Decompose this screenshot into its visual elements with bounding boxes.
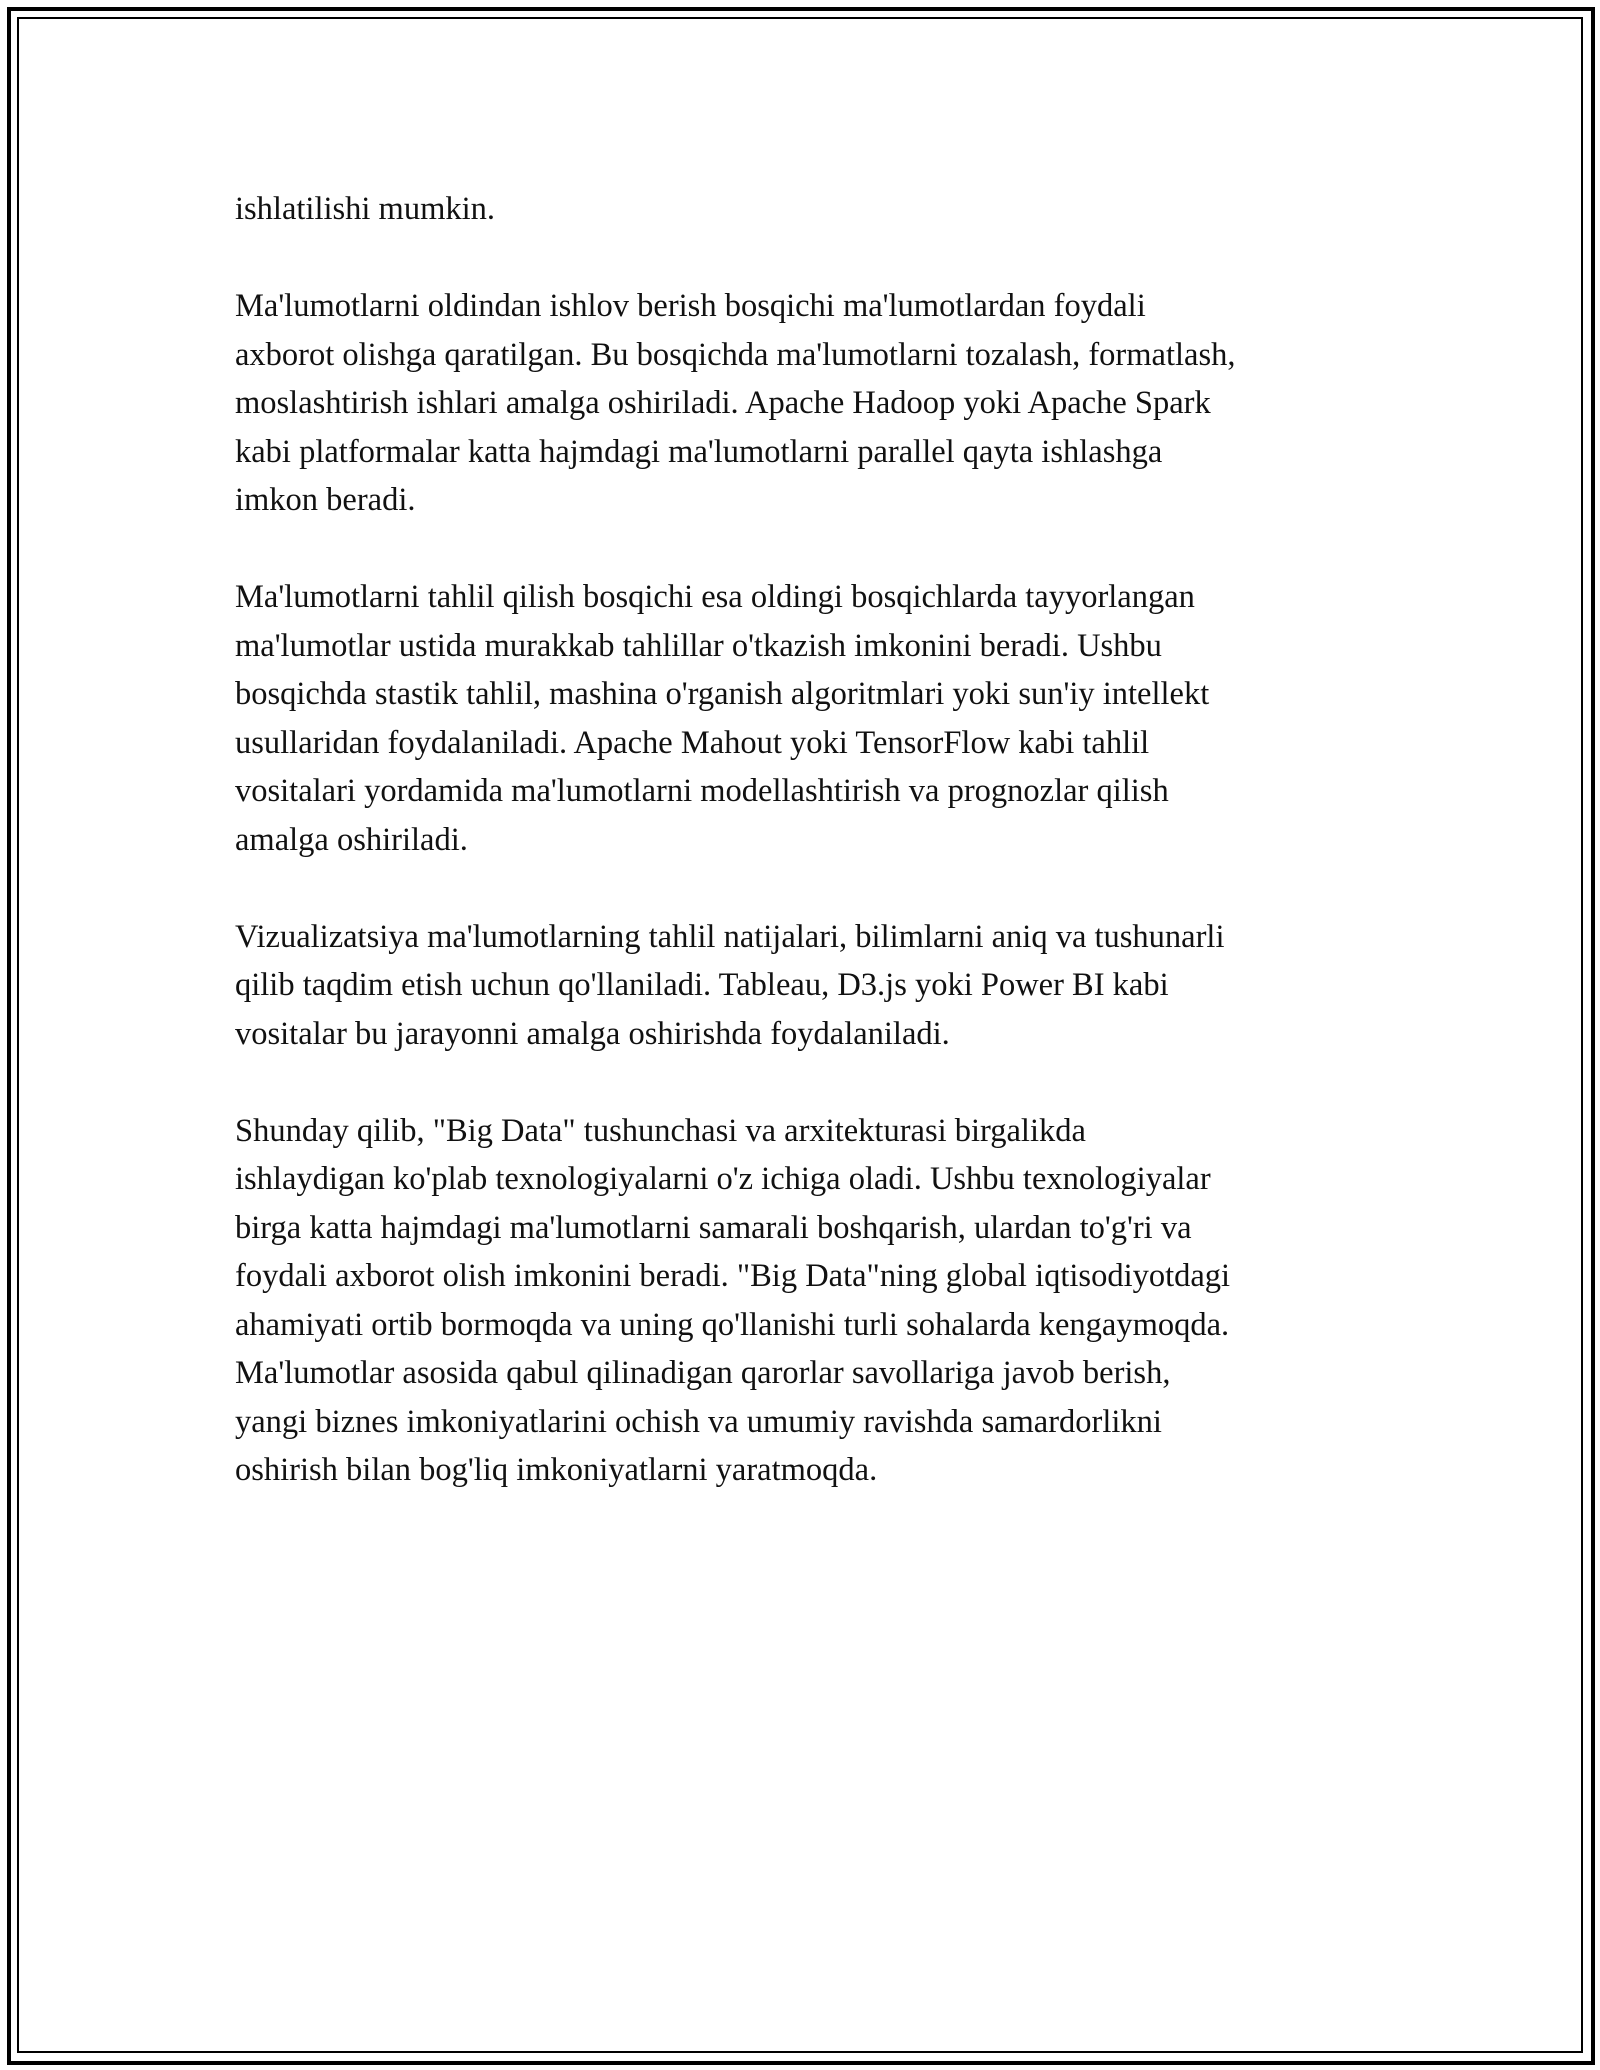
text-line: ahamiyati ortib bormoqda va uning qo'llanishi turli sohalarda kengaymoqda. [235,1306,1230,1343]
text-line: Shunday qilib, "Big Data" tushunchasi va arxitekturasi birgalikda [235,1112,1086,1149]
document-body [235,185,1365,1543]
paragraph-1 [235,185,1365,234]
text-line: Vizualizatsiya ma'lumotlarning tahlil natijalari, bilimlarni aniq va tushunarli [235,918,1225,955]
text-line: kabi platformalar katta hajmdagi ma'lumotlarni parallel qayta ishlashga [235,433,1163,470]
text-line: Ma'lumotlar asosida qabul qilinadigan qarorlar savollariga javob berish, [235,1355,1171,1391]
text-line: vositalar bu jarayonni amalga oshirishda foydalaniladi. [235,1015,950,1052]
paragraph-3 [235,573,1365,864]
paragraph-2 [235,282,1365,525]
text-line: ishlatilishi mumkin. [235,191,496,227]
text-line: usullaridan foydalaniladi. Apache Mahout yoki TensorFlow kabi tahlil [235,724,1150,761]
text-line: Ma'lumotlarni tahlil qilish bosqichi esa oldingi bosqichlarda tayyorlangan [235,579,1195,615]
text-line: ma'lumotlar ustida murakkab tahlillar o'tkazish imkonini beradi. Ushbu [235,627,1162,664]
text-line: vositalari yordamida ma'lumotlarni modellashtirish va prognozlar qilish [235,773,1169,809]
paragraph-4 [235,913,1365,1059]
text-line: birga katta hajmdagi ma'lumotlarni samarali boshqarish, ulardan to'g'ri va [235,1209,1192,1246]
text-line: imkon beradi. [235,482,416,518]
text-line: moslashtirish ishlari amalga oshiriladi. Apache Hadoop yoki Apache Spark [235,385,1211,421]
text-line: ishlaydigan ko'plab texnologiyalarni o'z ichiga oladi. Ushbu texnologiyalar [235,1161,1211,1197]
text-line: Ma'lumotlarni oldindan ishlov berish bosqichi ma'lumotlardan foydali [235,288,1146,324]
text-line: amalga oshiriladi. [235,821,468,858]
text-line: qilib taqdim etish uchun qo'llaniladi. Tableau, D3.js yoki Power BI kabi [235,967,1169,1003]
text-line: bosqichda stastik tahlil, mashina o'rganish algoritmlari yoki sun'iy intellekt [235,676,1210,712]
text-line: yangi biznes imkoniyatlarini ochish va umumiy ravishda samardorlikni [235,1403,1162,1440]
text-line: foydali axborot olish imkonini beradi. "Big Data"ning global iqtisodiyotdagi [235,1258,1231,1294]
text-line: axborot olishga qaratilgan. Bu bosqichda ma'lumotlarni tozalash, formatlash, [235,336,1236,373]
paragraph-5 [235,1107,1365,1495]
text-line: oshirish bilan bog'liq imkoniyatlarni yaratmoqda. [235,1452,878,1488]
